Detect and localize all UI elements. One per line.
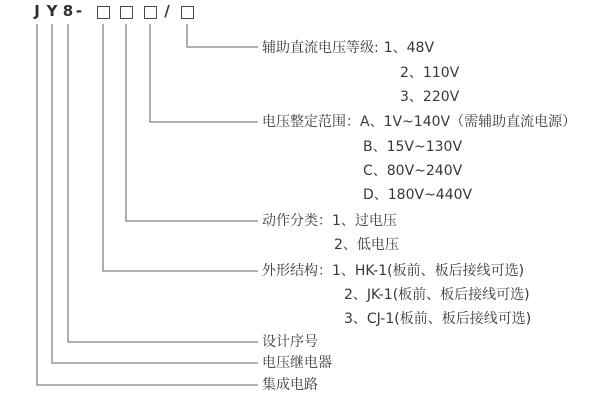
design-serial-text: 设计序号 [262,334,318,350]
aux-voltage-option-3 [400,88,459,107]
setting-range-option-a: A、1V~140V（需辅助直流电源） [360,114,577,130]
action-type-option-2-text: 2、低电压 [334,237,399,253]
placeholder-box-2 [120,6,133,19]
action-type-option-2 [334,236,399,255]
shape-structure-option-2 [344,286,530,305]
code-slash: / [164,2,170,20]
code-letter-j: J [34,2,40,20]
setting-range-row [262,113,576,132]
setting-range-option-b-text: B、15V~130V [363,139,463,155]
setting-range-option-d-text: D、180V~440V [363,187,473,203]
integrated-circuit-text: 集成电路 [262,377,318,393]
setting-range-label: 电压整定范围： [262,114,360,130]
aux-voltage-option-1: 1、48V [383,40,435,56]
shape-structure-option-2-text: 2、JK-1(板前、板后接线可选) [344,287,530,303]
action-type-row [262,212,397,231]
action-type-option-1: 1、过电压 [332,213,397,229]
code-digit-8: 8 [62,2,74,20]
setting-range-option-c-text: C、80V~240V [363,163,463,179]
setting-range-option-c [363,162,462,181]
shape-structure-option-3 [344,310,531,329]
shape-structure-row [262,262,524,281]
aux-voltage-label: 辅助直流电压等级: [262,40,379,56]
shape-structure-option-3-text: 3、CJ-1(板前、板后接线可选) [344,311,532,327]
aux-voltage-option-2 [400,64,459,83]
aux-voltage-option-2-text: 2、110V [400,65,460,81]
code-letter-y: Y [46,2,58,20]
connector-voltage-relay [52,24,258,363]
connector-integrated-circuit [37,24,258,385]
integrated-circuit-label [262,376,318,395]
placeholder-box-4 [181,6,194,19]
placeholder-box-3 [144,6,157,19]
code-dash: - [75,2,83,20]
shape-structure-option-1: 1、HK-1(板前、板后接线可选) [332,263,525,279]
setting-range-option-d [363,186,472,205]
connector-aux-voltage [187,24,258,47]
action-type-label: 动作分类： [262,213,332,229]
design-serial-label [262,333,318,352]
shape-structure-label: 外形结构： [262,263,332,279]
connector-design-serial [68,24,258,342]
setting-range-option-b [363,138,462,157]
aux-voltage-option-3-text: 3、220V [400,89,460,105]
connector-setting-range [150,24,258,122]
placeholder-box-1 [97,6,110,19]
voltage-relay-text: 电压继电器 [262,355,332,371]
voltage-relay-label [262,354,332,373]
aux-voltage-row [262,39,434,58]
